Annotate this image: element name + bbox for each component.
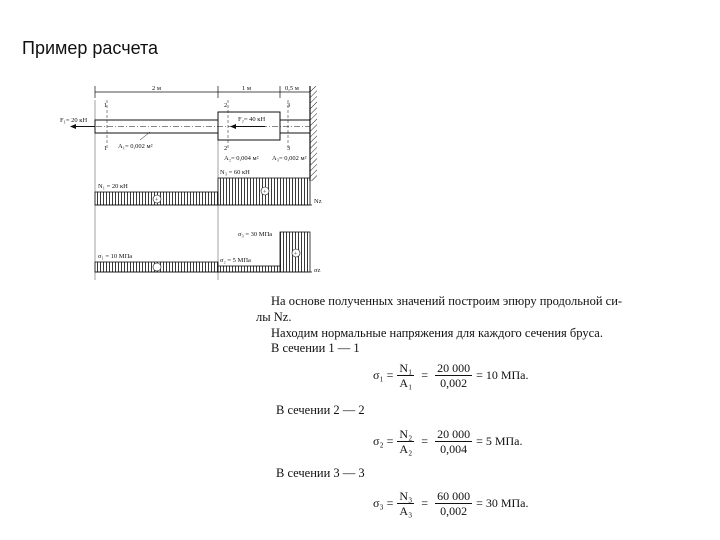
formula-1-lhs: σ₁ =: [373, 368, 394, 382]
svg-text:+: +: [263, 189, 267, 196]
formula-2-lhs: σ₂ =: [373, 434, 394, 448]
formula-1-num-a: N₁: [399, 361, 413, 375]
stress-diagram: [95, 232, 312, 272]
section-1-top: 1: [104, 102, 108, 109]
sigma3-label: σ₃ = 30 МПа: [238, 231, 273, 238]
formula-3-frac-b: [435, 489, 472, 518]
formula-3-lhs: σ₃ =: [373, 496, 394, 510]
sigma1-label: σ₁ = 10 МПа: [98, 253, 133, 260]
svg-text:+: +: [155, 197, 159, 204]
section-3-heading: В сечении 3 — 3: [276, 466, 365, 480]
formula-2-frac-b: [435, 427, 472, 456]
formula-3-den-b: 0,002: [440, 504, 468, 518]
svg-text:+: +: [294, 251, 298, 258]
formula-3-frac-a: [397, 489, 414, 518]
formula-1-den-b: 0,002: [440, 376, 468, 390]
area-a1: A₁= 0,002 м²: [118, 143, 153, 150]
formula-2-den-b: 0,004: [440, 442, 468, 456]
area-a2: A₂= 0,004 м²: [224, 155, 259, 162]
section-3-bottom: 3: [287, 145, 291, 152]
formula-1-result: = 10 МПа.: [476, 368, 529, 382]
formula-3-num-b: 60 000: [437, 489, 471, 503]
formula-1-den-a: A₁: [399, 376, 413, 390]
formula-sigma-3: σ₃ = $\frac{\text{N₃}}{\text{A₃}}$ = $\frac{60 000}{0,002}$ = 30 МПа.: [373, 489, 529, 518]
n1-label: N₁ = 20 кН: [98, 183, 128, 190]
formula-sigma-2: σ₂ = $\frac{\text{N₂}}{\text{A₂}}$ = $\frac{20 000}{0,004}$ = 5 МПа.: [373, 427, 523, 456]
dim-label-1m: 1 м: [242, 85, 251, 92]
section-2-top: 2: [224, 102, 228, 109]
beam: [85, 112, 310, 140]
formula-1-frac-b: [435, 361, 472, 390]
formula-2-num-b: 20 000: [437, 427, 471, 441]
text-line-2: лы Nz.: [256, 310, 292, 324]
section-2-heading: В сечении 2 — 2: [276, 403, 365, 417]
force-f2: F₂= 40 кН: [238, 116, 266, 123]
slide-title: Пример расчета: [22, 38, 159, 58]
formula-sigma-1: σ₁ = $\frac{\text{N₁}}{\text{A₁}}$ = $\frac{20 000}{0,002}$ = 10 МПа.: [373, 361, 529, 390]
area-a3: A₃= 0,002 м²: [272, 155, 307, 162]
section-1-heading: В сечении 1 — 1: [271, 341, 360, 355]
sigma2-label: σ₂ = 5 МПа: [220, 257, 251, 264]
n3-label: N₃ = 60 кН: [220, 169, 250, 176]
section-2-bottom: 2: [224, 145, 228, 152]
formula-1-num-b: 20 000: [437, 361, 471, 375]
dim-label-2m: 2 м: [152, 85, 161, 92]
sigmaz-label: σz: [314, 267, 321, 274]
formula-3-result: = 30 МПа.: [476, 496, 529, 510]
formula-2-frac-a: [397, 427, 414, 456]
formula-3-den-a: A₃: [399, 504, 413, 518]
formula-2-num-a: N₂: [399, 427, 413, 441]
section-1-bottom: 1: [104, 145, 108, 152]
force-f1: F₁= 20 кН: [60, 117, 88, 124]
fixed-wall: [310, 86, 317, 181]
section-3-top: 3: [287, 102, 291, 109]
formula-2-result: = 5 МПа.: [476, 434, 523, 448]
dim-label-05m: 0,5 м: [285, 85, 299, 92]
formula-3-num-a: N₃: [399, 489, 413, 503]
text-line-1: На основе полученных значений построим эпюру продольной си-: [271, 294, 623, 308]
nz-label: Nz: [314, 198, 322, 205]
formula-1-frac-a: [397, 361, 414, 390]
dimension-lines: [95, 86, 310, 98]
formula-2-den-a: A₂: [399, 442, 413, 456]
text-line-3: Находим нормальные напряжения для каждого сечения бруса.: [271, 326, 603, 340]
